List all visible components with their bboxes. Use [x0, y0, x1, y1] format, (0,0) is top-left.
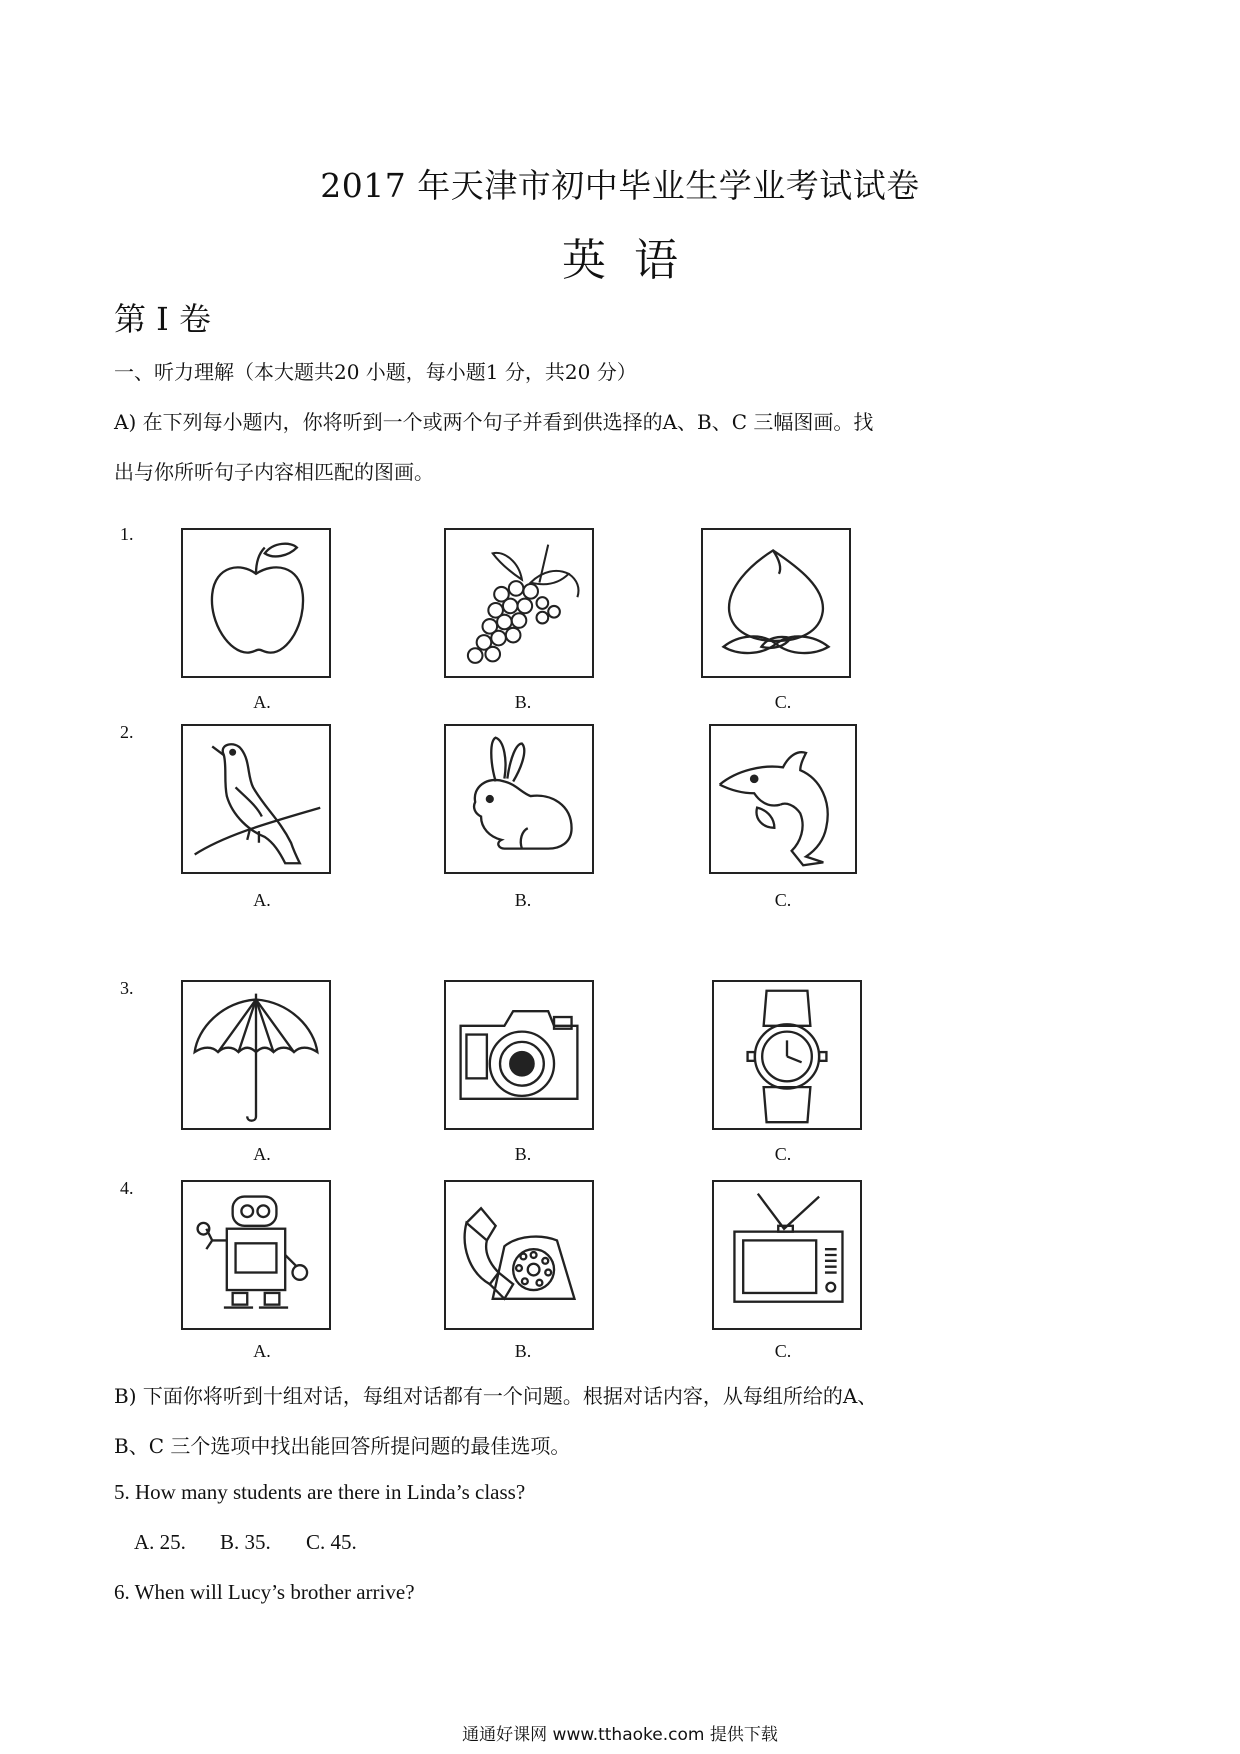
- option-label: A.: [253, 1341, 271, 1361]
- question-number: 2.: [120, 722, 134, 742]
- exam-title: 2017 年天津市初中毕业生学业考试试卷: [320, 166, 920, 205]
- instruction-a-line2: 出与你所听句子内容相匹配的图画。: [114, 460, 434, 484]
- option-picture-robot[interactable]: [181, 1180, 331, 1330]
- instruction-b-line1: B) 下面你将听到十组对话，每组对话都有一个问题。根据对话内容，从每组所给的A、: [114, 1384, 878, 1408]
- bird-icon: [183, 726, 329, 872]
- robot-icon: [183, 1182, 329, 1328]
- question-5-text: 5. How many students are there in Linda’s class?: [114, 1480, 526, 1504]
- option-label: C.: [774, 890, 792, 910]
- question-number: 1.: [120, 524, 134, 544]
- dolphin-icon: [711, 726, 855, 872]
- option-label: B.: [514, 1144, 532, 1164]
- instruction-a-line1: A) 在下列每小题内，你将听到一个或两个句子并看到供选择的A、B、C 三幅图画。找: [114, 410, 874, 434]
- option-picture-tv[interactable]: [712, 1180, 862, 1330]
- option-picture-grapes[interactable]: [444, 528, 594, 678]
- peach-icon: [703, 530, 849, 676]
- subject-title: 英语: [562, 235, 706, 286]
- tv-icon: [714, 1182, 860, 1328]
- q5-option-a[interactable]: A. 25.: [134, 1530, 186, 1554]
- option-picture-umbrella[interactable]: [181, 980, 331, 1130]
- telephone-icon: [446, 1182, 592, 1328]
- part-heading: 一、听力理解（本大题共20 小题，每小题1 分，共20 分）: [114, 360, 637, 384]
- option-label: C.: [774, 1341, 792, 1361]
- question-number: 3.: [120, 978, 134, 998]
- option-picture-apple[interactable]: [181, 528, 331, 678]
- option-label: B.: [514, 1341, 532, 1361]
- option-label: A.: [253, 692, 271, 712]
- option-picture-rabbit[interactable]: [444, 724, 594, 874]
- option-picture-watch[interactable]: [712, 980, 862, 1130]
- question-number: 4.: [120, 1178, 134, 1198]
- q5-option-c[interactable]: C. 45.: [306, 1530, 357, 1554]
- section-heading: 第 I 卷: [114, 300, 211, 338]
- instruction-b-line2: B、C 三个选项中找出能回答所提问题的最佳选项。: [114, 1434, 571, 1458]
- q5-option-b[interactable]: B. 35.: [220, 1530, 271, 1554]
- option-label: B.: [514, 692, 532, 712]
- apple-icon: [183, 530, 329, 676]
- option-picture-dolphin[interactable]: [709, 724, 857, 874]
- option-picture-camera[interactable]: [444, 980, 594, 1130]
- option-label: C.: [774, 692, 792, 712]
- option-picture-bird[interactable]: [181, 724, 331, 874]
- camera-icon: [446, 982, 592, 1128]
- umbrella-icon: [183, 982, 329, 1128]
- grapes-icon: [446, 530, 592, 676]
- option-picture-telephone[interactable]: [444, 1180, 594, 1330]
- option-label: A.: [253, 1144, 271, 1164]
- option-picture-peach[interactable]: [701, 528, 851, 678]
- rabbit-icon: [446, 726, 592, 872]
- footer-source: 通通好课网 www.tthaoke.com 提供下载: [462, 1725, 778, 1745]
- watch-icon: [714, 982, 860, 1128]
- option-label: B.: [514, 890, 532, 910]
- option-label: A.: [253, 890, 271, 910]
- option-label: C.: [774, 1144, 792, 1164]
- question-6-text: 6. When will Lucy’s brother arrive?: [114, 1580, 415, 1604]
